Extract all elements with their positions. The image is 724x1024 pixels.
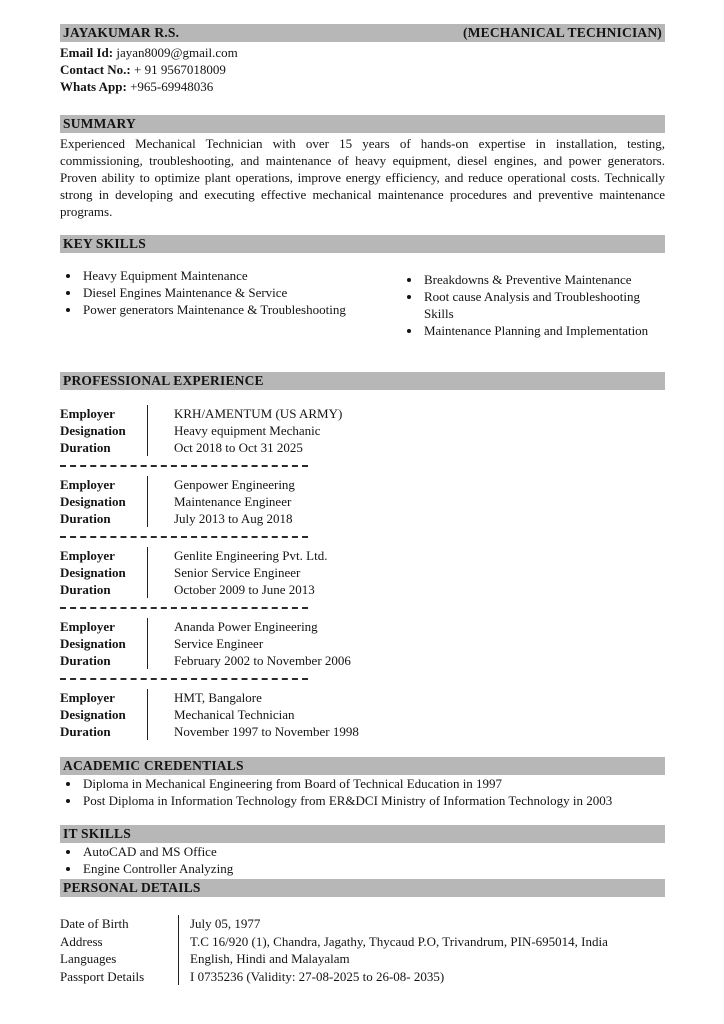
personal-section: [60, 879, 665, 985]
duration-value: October 2009 to June 2013: [174, 582, 315, 597]
phone-value: + 91 9567018009: [134, 62, 226, 77]
vertical-divider: [147, 618, 148, 669]
employer-value: Genlite Engineering Pvt. Ltd.: [174, 548, 328, 563]
languages-value: English, Hindi and Malayalam: [190, 951, 350, 966]
academic-section: [60, 757, 665, 809]
address-value: T.C 16/920 (1), Chandra, Jagathy, Thycaud P.O, Trivandrum, PIN-695014, India: [190, 933, 608, 949]
experience-labels: [60, 405, 147, 456]
key-skills-columns: [60, 267, 665, 339]
designation-label: Designation: [60, 494, 126, 509]
summary-section: [60, 115, 665, 220]
key-skills-right-list: [401, 267, 665, 339]
experience-entry: [60, 689, 665, 740]
experience-values: [174, 618, 351, 669]
key-skills-heading: KEY SKILLS: [60, 235, 665, 253]
email-label: Email Id:: [60, 45, 114, 60]
header-bar: [60, 24, 665, 42]
experience-entry: [60, 476, 665, 527]
it-skill-item: • AutoCAD and MS Office: [81, 843, 665, 860]
skill-item: • Power generators Maintenance & Troubleshooting: [81, 301, 401, 318]
summary-heading: SUMMARY: [60, 115, 665, 133]
candidate-role: (MECHANICAL TECHNICIAN): [463, 25, 662, 40]
designation-label: Designation: [60, 636, 126, 651]
employer-label: Employer: [60, 477, 115, 492]
vertical-divider: [147, 476, 148, 527]
experience-entry: [60, 547, 665, 598]
skill-item: • Root cause Analysis and Troubleshooting Skills: [422, 288, 665, 322]
phone-line: [60, 61, 665, 78]
candidate-name: JAYAKUMAR R.S.: [63, 25, 180, 40]
duration-label: Duration: [60, 582, 111, 597]
personal-block: [60, 915, 665, 985]
designation-label: Designation: [60, 423, 126, 438]
employer-label: Employer: [60, 619, 115, 634]
vertical-divider: [147, 689, 148, 740]
email-line: [60, 44, 665, 61]
experience-values: [174, 547, 327, 598]
experience-entry: [60, 618, 665, 669]
skill-item: • Diesel Engines Maintenance & Service: [81, 284, 401, 301]
address-label: Address: [60, 933, 103, 949]
languages-label: Languages: [60, 951, 117, 966]
phone-label: Contact No.:: [60, 62, 131, 77]
employer-label: Employer: [60, 548, 115, 563]
duration-value: Oct 2018 to Oct 31 2025: [174, 440, 303, 455]
dashed-divider: [60, 678, 308, 680]
designation-value: Senior Service Engineer: [174, 565, 301, 580]
duration-value: February 2002 to November 2006: [174, 653, 351, 668]
designation-label: Designation: [60, 565, 126, 580]
whatsapp-line: [60, 78, 665, 95]
skill-item: • Breakdowns & Preventive Maintenance: [422, 271, 665, 288]
passport-label: Passport Details: [60, 968, 145, 984]
vertical-divider: [178, 915, 179, 985]
dob-label: Date of Birth: [60, 916, 129, 931]
academic-item: • Post Diploma in Information Technology from ER&DCI Ministry of Information Technology in 2003: [81, 792, 665, 809]
experience-section: [60, 372, 665, 740]
experience-labels: [60, 547, 147, 598]
duration-label: Duration: [60, 511, 111, 526]
vertical-divider: [147, 405, 148, 456]
it-skill-item: • Engine Controller Analyzing: [81, 860, 665, 877]
experience-entry: [60, 405, 665, 456]
key-skills-section: [60, 235, 665, 339]
designation-label: Designation: [60, 707, 126, 722]
personal-heading: PERSONAL DETAILS: [60, 879, 665, 897]
experience-labels: [60, 618, 147, 669]
skill-item: • Maintenance Planning and Implementation: [422, 322, 665, 339]
dashed-divider: [60, 536, 308, 538]
employer-value: Genpower Engineering: [174, 477, 295, 492]
dashed-divider: [60, 607, 308, 609]
designation-value: Service Engineer: [174, 636, 264, 651]
email-value: jayan8009@gmail.com: [116, 45, 238, 60]
academic-heading: ACADEMIC CREDENTIALS: [60, 757, 665, 775]
experience-values: [174, 476, 295, 527]
it-skills-list: [60, 843, 665, 877]
duration-value: November 1997 to November 1998: [174, 724, 359, 739]
dob-value: July 05, 1977: [190, 916, 261, 931]
contact-block: [60, 44, 665, 95]
academic-list: [60, 775, 665, 809]
designation-value: Mechanical Technician: [174, 707, 295, 722]
designation-value: Heavy equipment Mechanic: [174, 423, 321, 438]
experience-list: [60, 405, 665, 740]
vertical-divider: [147, 547, 148, 598]
dashed-divider: [60, 465, 308, 467]
experience-values: [174, 689, 359, 740]
duration-value: July 2013 to Aug 2018: [174, 511, 293, 526]
it-skills-section: [60, 825, 665, 877]
experience-labels: [60, 689, 147, 740]
designation-value: Maintenance Engineer: [174, 494, 292, 509]
experience-labels: [60, 476, 147, 527]
employer-value: Ananda Power Engineering: [174, 619, 318, 634]
personal-labels: [60, 915, 178, 985]
experience-values: [174, 405, 342, 456]
whatsapp-label: Whats App:: [60, 79, 127, 94]
employer-label: Employer: [60, 406, 115, 421]
whatsapp-value: +965-69948036: [130, 79, 214, 94]
personal-values: [190, 915, 665, 985]
academic-item: • Diploma in Mechanical Engineering from Board of Technical Education in 1997: [81, 775, 665, 792]
passport-value: I 0735236 (Validity: 27-08-2025 to 26-08- 2035): [190, 968, 445, 984]
employer-value: KRH/AMENTUM (US ARMY): [174, 406, 343, 421]
duration-label: Duration: [60, 724, 111, 739]
skill-item: • Heavy Equipment Maintenance: [81, 267, 401, 284]
it-skills-heading: IT SKILLS: [60, 825, 665, 843]
experience-heading: PROFESSIONAL EXPERIENCE: [60, 372, 665, 390]
employer-value: HMT, Bangalore: [174, 690, 262, 705]
duration-label: Duration: [60, 440, 111, 455]
key-skills-left-list: [60, 267, 401, 339]
duration-label: Duration: [60, 653, 111, 668]
summary-text: Experienced Mechanical Technician with over 15 years of hands-on expertise in installation, testing, commissioning, troubleshooting, and maintenance of heavy equipment, diesel engines, and power generators. Proven ability to optimize plant operations, improve energy efficiency, and reduce operational costs. Technically strong in developing and executing effective mechanical maintenance procedures and preventive maintenance programs.: [60, 136, 665, 219]
employer-label: Employer: [60, 690, 115, 705]
